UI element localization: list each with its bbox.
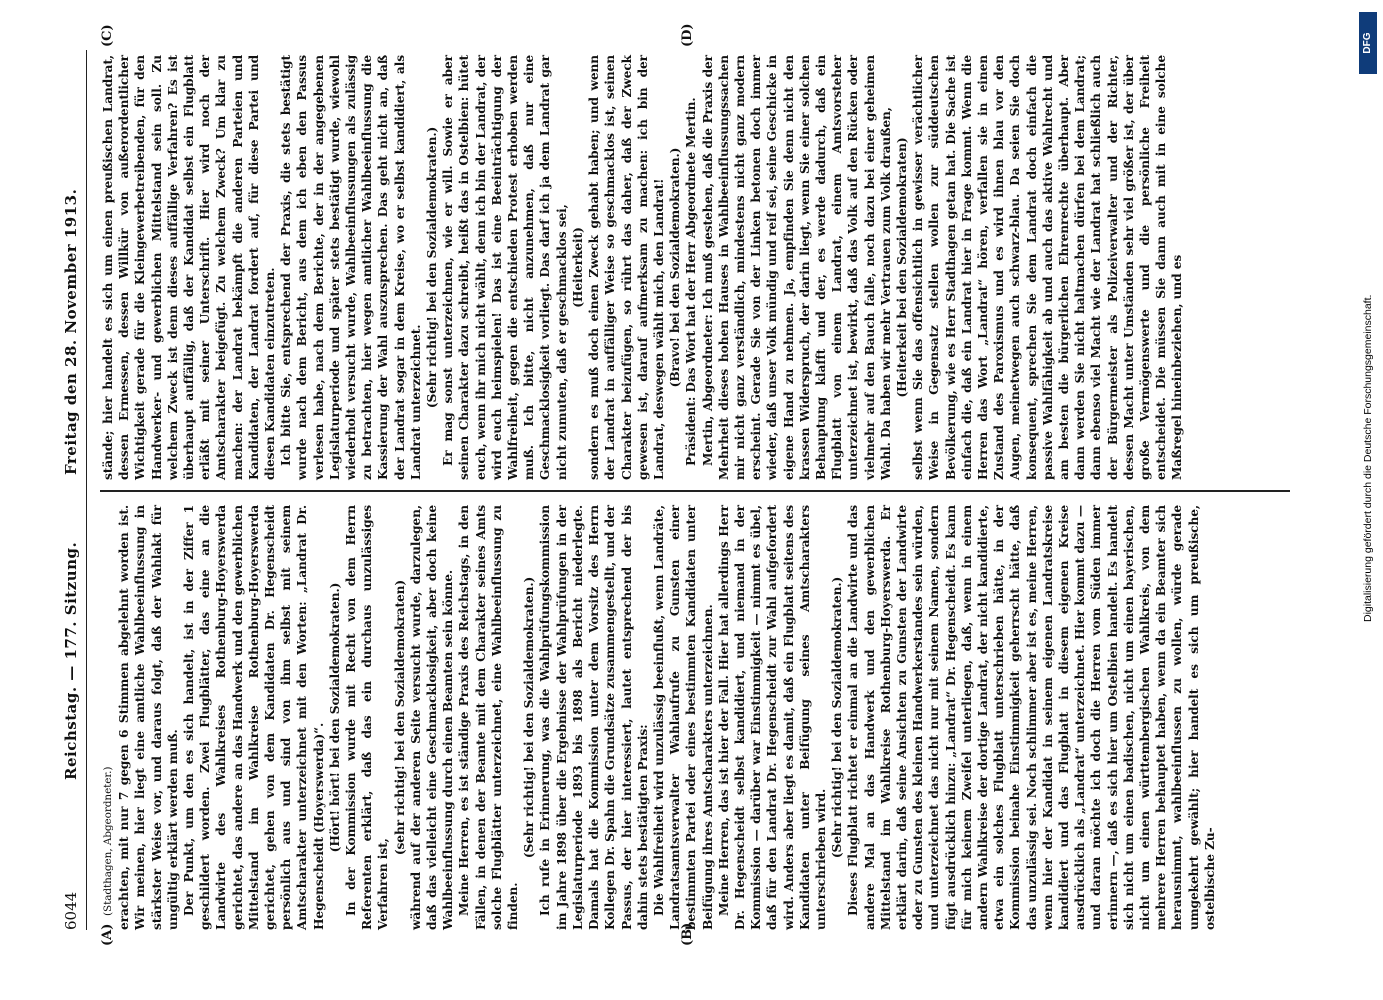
left-column-paragraph: (Sehr richtig! bei den Sozialdemokraten.) bbox=[830, 576, 845, 859]
page-number: 6044 bbox=[62, 891, 80, 930]
right-column-paragraph: Er mag sonst unterzeichnen, wie er will. Sowie er aber seinen Charakter dazu schreibt, heißt das in Ostelbien: hütet euch, wenn ihr mich nicht wählt, denn ich bin der Landrat, der wird euch heimspielen! Das ist eine Beeinträchtigung der Wahlfreiheit, gegen die entschieden Protest erhoben werden muß. Ich bitte, nicht anzunehmen, daß nur eine Geschmacklosigkeit vorliegt. Das darf ich ja dem Landrat gar nicht zumuten, daß er geschmacklos sei, bbox=[441, 55, 569, 480]
page-header bbox=[62, 50, 86, 930]
left-column-paragraph: Dieses Flugblatt richtet er einmal an die Landwirte und das andere Mal an das Handwerk und den gewerblichen Mittelstand im Wahlkreise Rothenburg-Hoyerswerda. Er erklärt darin, daß seine Ansichten zu Gunsten der Landwirte oder zu Gunsten des kleinen Handwerkerstandes sein würden, und unterzeichnet das nicht nur mit seinem Namen, sondern fügt ausdrücklich hinzu: „Landrat“ Dr. Hegenscheidt. Es kann für mich keinem Zweifel unterliegen, daß, wenn in einem andern Wahlkreise der dortige Landrat, der nicht kandidierte, etwa ein solches Flugblatt unterschrieben hätte, in der Kommission beinahe Einstimmigkeit geherrscht hätte, daß das unzulässig sei. Noch schlimmer aber ist es, meine Herren, wenn hier der Kandidat in seinem eigenen Landratskreise kandidiert und das Flugblatt in diesem eigenen Kreise ausdrücklich als „Landrat“ unterzeichnet. Hier kommt dazu — und daran möchte ich doch die Herren vom Süden immer erinnern —, daß es sich hier um Ostelbien handelt. Es handelt sich nicht um einen badischen, nicht um einen bayerischen, nicht um einen württembergischen Wahlkreis, von dem mehrere Herren behauptet haben, wenn da ein Beamter sich herausnimmt, wahlbeeinflussen zu wollen, würde gerade umgekehrt gewählt; hier handelt es sich um preußische, ostelbische Zu- bbox=[846, 505, 1217, 930]
left-column-paragraph: Ich rufe in Erinnerung, was die Wahlprüfungskommission im Jahre 1898 über die Ergebnisse der Wahlprüfungen in der Legislaturperiode 1893 bis 1898 als Bericht niederlegte. Damals hat die Kommission unter dem Vorsitz des Herrn Kollegen Dr. Spahn die Grundsätze zusammengestellt, und der Passus, der hier interessiert, lautet entsprechend der bis dahin stets bestätigten Praxis: bbox=[538, 505, 650, 930]
margin-letter-b: (B) bbox=[680, 922, 695, 946]
right-text-column bbox=[100, 55, 1186, 480]
right-column-paragraph: (Bravo! bei den Sozialdemokraten.) bbox=[668, 147, 683, 388]
left-column-paragraph: Die Wahlfreiheit wird unzulässig beeinflußt, wenn Landräte, Landratsamtsverwalter Wahlaufrufe zu Gunsten einer bestimmten Partei oder eines bestimmten Kandidaten unter Beifügung ihres Amtscharakters unterzeichnen. bbox=[651, 505, 715, 930]
left-column-paragraph: Meine Herren, es ist ständige Praxis des Reichstags, in den Fällen, in denen der Beamte mit dem Charakter seines Amts solche Flugblätter unterzeichnet, eine Wahlbeeinflussung zu finden. bbox=[457, 505, 521, 930]
margin-letter-c: (C) bbox=[100, 24, 115, 47]
right-column-paragraph: Mertin, Abgeordneter: Ich muß gestehen, daß die Praxis der Mehrheit dieses hohen Hauses in Wahlbeeinflussungssachen mir nicht ganz verständlich, mindestens nicht ganz modern erscheint. Gerade Sie von der Linken betonen doch immer wieder, daß unser Volk mündig und reif sei, seine Geschicke in eigene Hand zu nehmen. Ja, empfinden Sie denn nicht den krassen Widerspruch, der darin liegt, wenn Sie einer solchen Behauptung klafft und der, es werde dadurch, daß ein Flugblatt von einem Landrat, einem Amtsvorsteher unterzeichnet ist, bewirkt, daß das Volk auf den Rücken oder vielmehr auf den Bauch falle, noch dazu bei einer geheimen Wahl. Da haben wir mehr Vertrauen zum Volk draußen, bbox=[700, 55, 893, 480]
right-column-paragraph: Ich bitte Sie, entsprechend der Praxis, die stets bestätigt wurde nach dem Bericht, aus dem ich eben den Passus verlesen habe, nach dem Berichte, der in der angegebenen Legislaturperiode und später stets bestätigt wurde, wiewohl wiederholt versucht wurde, Wahlbeeinflussungen als zulässig zu betrachten, hier wegen amtlicher Wahlbeeinflussung die Kassierung der Wahl auszusprechen. Das geht nicht an, daß der Landrat sogar in dem Kreise, wo er selbst kandidiert, als Landrat unterzeichnet. bbox=[279, 55, 423, 480]
right-column-paragraph: (Heiterkeit) bbox=[570, 227, 585, 308]
credit-text: Digitalisierung gefördert durch die Deutsche Forschungsgemeinschaft. bbox=[1362, 294, 1374, 622]
header-left-title: Reichstag. — 177. Sitzung. bbox=[62, 541, 80, 780]
right-column-paragraph: selbst wenn Sie das offensichtlich in gewisser verächtlicher Weise in Gegensatz stellen wollen zur süddeutschen Bevölkerung, wie es Herr Stadthagen getan hat. Die Sache ist einfach die, daß ein Landrat hier in Frage kommt. Wenn die Herren das Wort „Landrat“ hören, verfallen sie in einen Zustand des Paroxismus und es wird ihnen blau vor den Augen, meinetwegen auch schwarz-blau. Da seien Sie doch konsequent, sprechen Sie dem Landrat doch einfach die passive Wahlfähigkeit ab und auch das aktive Wahlrecht und am besten die bürgerlichen Ehrenrechte überhaupt. Aber dann werden Sie nicht haltmachen dürfen bei dem Landrat; dann ebenso viel Macht wie der Landrat hat schließlich auch der Bürgermeister als Polizeiverwalter und der Richter, dessen Macht unter Umständen sehr viel größer ist, der über große Vermögenswerte und die persönliche Freiheit entscheidet. Die müssen Sie dann auch mit in eine solche Maßregel hineinbeziehen, und es bbox=[911, 55, 1185, 480]
right-column-paragraph: sondern es muß doch einen Zweck gehabt haben; und wenn der Landrat in auffälliger Weise so geschmacklos ist, seinen Charakter beizufügen, so rührt das daher, daß der Zweck gewesen ist, darauf aufmerksam zu machen: ich bin der Landrat, deswegen wählt mich, den Landrat! bbox=[587, 55, 666, 480]
column-divider bbox=[100, 491, 1290, 493]
left-column-paragraph: während auf der anderen Seite versucht wurde, darzulegen, daß das vielleicht eine Geschmacklosigkeit, aber doch keine Wahlbeeinflussung durch einen Beamten sein könne. bbox=[408, 505, 456, 930]
right-column-paragraph: stände; hier handelt es sich um einen preußischen Landrat, dessen Ermessen, dessen Willkür von außerordentlicher Wichtigkeit gerade für die Kleingewerbetreibenden, für den Handwerker- und gewerblichen Mittelstand sein soll. Zu welchem Zweck ist denn dieses auffällige Verfahren? Es ist überhaupt auffällig, daß der Kandidat selbst ein Flugblatt erläßt mit seiner Unterschrift. Hier wird noch der Amtscharakter beigefügt. Zu welchem Zweck? Um klar zu machen: der Landrat bekämpft die anderen Parteien und Kandidaten, der Landrat fordert auf, für diese Partei und diesen Kandidaten einzutreten. bbox=[101, 55, 278, 480]
left-column-paragraph: erachten, mit nur 7 gegen 6 Stimmen abgelehnt worden ist. Wir meinen, hier liegt eine amtliche Wahlbeeinflussung in stärkster Weise vor, und daraus folgt, daß der Wahlakt für ungültig erklärt werden muß. bbox=[117, 505, 180, 930]
left-column-paragraph: Der Punkt, um den es sich handelt, ist in der Ziffer 1 geschildert worden. Zwei Flugblätter, das eine an die Landwirte des Wahlkreises Rothenburg-Hoyerswerda gerichtet, das andere an das Handwerk und den gewerblichen Mittelstand im Wahlkreise Rothenburg-Hoyerswerda gerichtet, gehen von dem Kandidaten Dr. Hegenscheidt persönlich aus und sind von ihm selbst mit seinem Amtscharakter unterzeichnet mit den Worten: „Landrat Dr. Hegenscheidt (Hoyerswerda)“. bbox=[182, 505, 326, 930]
margin-letter-a: (A) bbox=[100, 923, 115, 946]
left-column-paragraph: (Sehr richtig! bei den Sozialdemokraten.) bbox=[522, 576, 537, 859]
left-column-paragraph: Meine Herren, das ist hier der Fall. Hier hat allerdings Herr Dr. Hegenscheidt selbst kandidiert, und niemand in der Kommission — darüber war Einstimmigkeit — nimmt es übel, daß für den Landrat Dr. Hegenscheidt zur Wahl aufgefordert wird. Anders aber liegt es damit, daß ein Flugblatt seitens des Kandidaten unter Beifügung seines Amtscharakters unterschrieben wird. bbox=[716, 505, 828, 930]
left-text-column bbox=[100, 505, 1218, 930]
left-column-paragraph: (Hört! hört! bei den Sozialdemokraten.) bbox=[327, 582, 342, 853]
margin-letter-d: (D) bbox=[680, 23, 695, 47]
header-right-title: Freitag den 28. November 1913. bbox=[62, 188, 80, 475]
header-rule bbox=[86, 50, 87, 930]
left-column-paragraph: In der Kommission wurde mit Recht von dem Herrn Referenten erklärt, daß das ein durchaus unzulässiges Verfahren ist, bbox=[344, 505, 391, 930]
left-column-paragraph: (sehr richtig! bei den Sozialdemokraten) bbox=[392, 579, 407, 856]
dfg-logo: DFG bbox=[1359, 12, 1377, 74]
right-column-paragraph: (Heiterkeit bei den Sozialdemokraten) bbox=[894, 137, 909, 398]
right-column-paragraph: Präsident: Das Wort hat der Herr Abgeordnete Mertin. bbox=[684, 97, 699, 466]
left-column-paragraph: (Stadthagen, Abgeordneter.) bbox=[102, 766, 114, 916]
right-column-paragraph: (Sehr richtig! bei den Sozialdemokraten.) bbox=[425, 126, 440, 409]
